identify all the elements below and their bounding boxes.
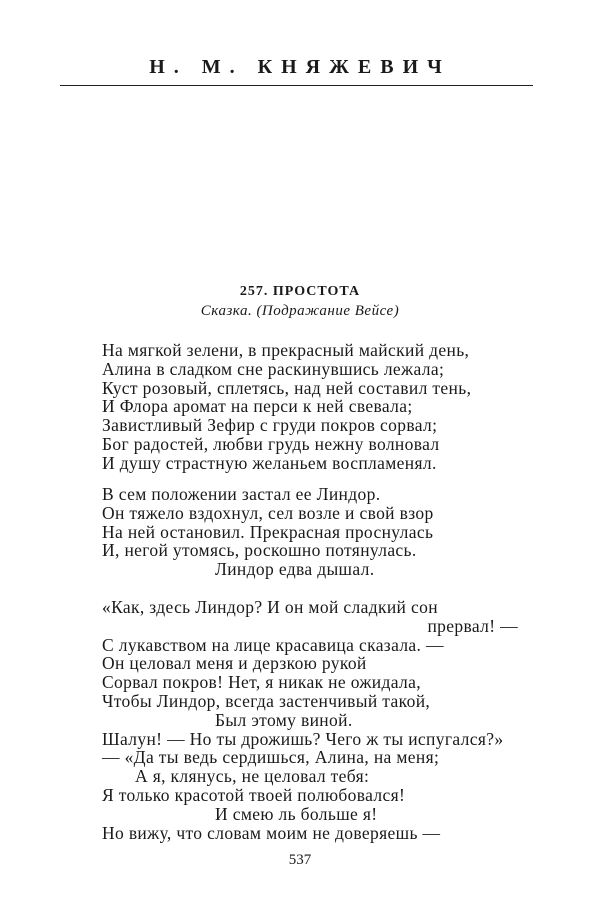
verse-line: Линдор едва дышал. xyxy=(215,559,375,580)
verse-line: Куст розовый, сплетясь, над ней составил тень, xyxy=(102,377,472,398)
running-header: Н. М. КНЯЖЕВИЧ xyxy=(149,56,451,78)
verse-line: Шалун! — Но ты дрожишь? Чего ж ты испугался?» xyxy=(102,728,504,749)
verse-line: На ней остановил. Прекрасная проснулась xyxy=(102,521,434,542)
verse-line: В сем положении застал ее Линдор. xyxy=(102,484,381,504)
verse-line: С лукавством на лице красавица сказала. — xyxy=(102,634,444,655)
stanza-1 xyxy=(102,341,522,473)
poem-subtitle: Сказка. (Подражание Вейсе) xyxy=(200,303,400,319)
verse-line: И Флора аромат на перси к ней свевала; xyxy=(102,396,413,417)
verse-line: Но вижу, что словам моим не доверяешь — xyxy=(102,822,441,843)
verse-line: Я только красотой твоей полюбовался! xyxy=(102,784,406,805)
verse-line: Он тяжело вздохнул, сел возле и свой взор xyxy=(102,502,434,523)
verse-line: — «Да ты ведь сердишься, Алина, на меня; xyxy=(102,747,440,768)
verse-line-continuation: прервал! — xyxy=(427,615,518,636)
verse-line: И смею ль больше я! xyxy=(215,803,378,824)
verse-line: Бог радостей, любви грудь нежну волновал xyxy=(102,433,440,454)
verse-line: А я, клянусь, не целовал тебя: xyxy=(135,766,370,787)
verse-line: Был этому виной. xyxy=(215,709,353,730)
verse-line: «Как, здесь Линдор? И он мой сладкий сон xyxy=(102,597,438,617)
header-rule xyxy=(60,85,533,86)
verse-line: И душу страстную желаньем воспламенял. xyxy=(102,452,437,473)
verse-line: Чтобы Линдор, всегда застенчивый такой, xyxy=(102,690,431,711)
verse-line: И, негой утомясь, роскошно потянулась. xyxy=(102,540,417,561)
stanza-2 xyxy=(102,485,522,579)
verse-line: На мягкой зелени, в прекрасный майский день, xyxy=(102,340,470,360)
poem-title: 257. ПРОСТОТА xyxy=(239,284,361,299)
verse-line: Завистливый Зефир с груди покров сорвал; xyxy=(102,415,438,436)
verse-line: Он целовал меня и дерзкою рукой xyxy=(102,653,367,674)
page-number: 537 xyxy=(288,852,312,868)
stanza-3 xyxy=(102,598,522,842)
verse-line: Сорвал покров! Нет, я никак не ожидала, xyxy=(102,672,421,693)
verse-line: Алина в сладком сне раскинувшись лежала; xyxy=(102,358,445,379)
